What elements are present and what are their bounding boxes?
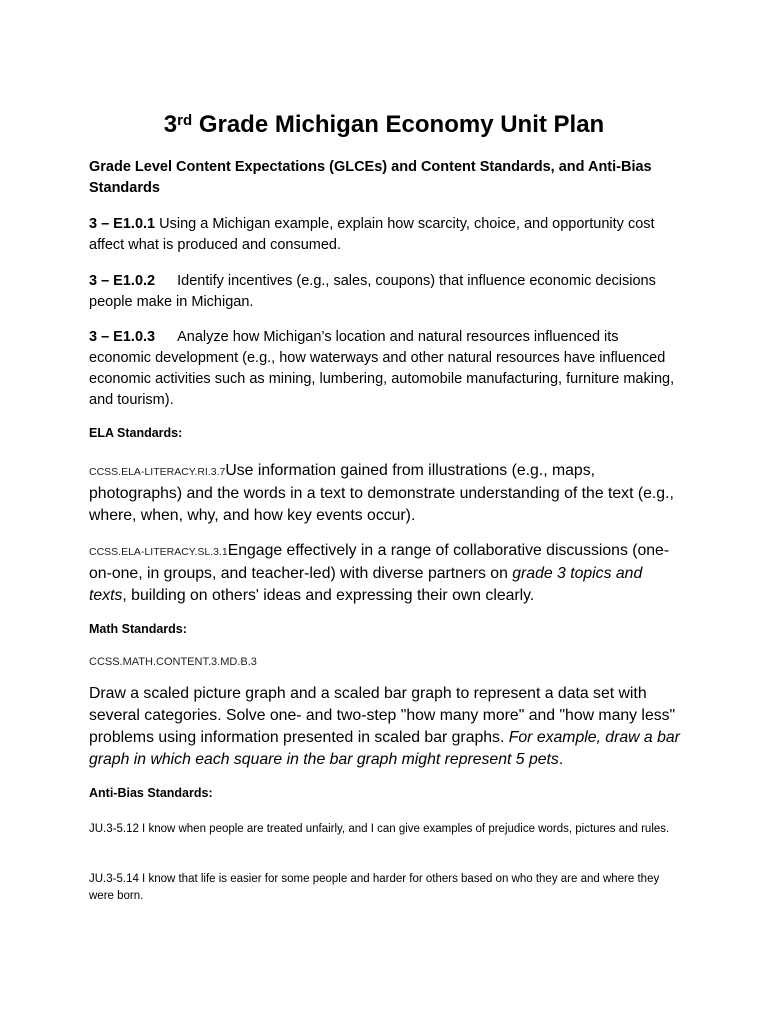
glce-text: Using a Michigan example, explain how scarcity, choice, and opportunity cost affect what is produced and consumed. (89, 216, 655, 253)
antibias-item-1: JU.3-5.12 I know when people are treated unfairly, and I can give examples of prejudice words, pictures and rules. (89, 823, 670, 835)
ela-code: CCSS.ELA-LITERACY.RI.3.7 (89, 466, 226, 478)
ela-text-italic: grade 3 topics and texts (89, 565, 643, 604)
glce-item-1 (89, 214, 682, 256)
glce-text: Identify incentives (e.g., sales, coupons) that influence economic decisions people make in Michigan. (89, 273, 656, 310)
antibias-heading: Anti-Bias Standards: (89, 786, 213, 800)
glce-item-3 (89, 327, 682, 411)
ela-text-end: , building on others' ideas and expressing their own clearly. (122, 587, 535, 604)
page-title (0, 110, 768, 140)
ela-text: Engage effectively in a range of collaborative discussions (one-on-one, in groups, and teacher-led) with diverse partners on (89, 542, 670, 582)
math-text: Draw a scaled picture graph and a scaled bar graph to represent a data set with several categories. Solve one- and two-step "how many more" and "how many less" problems using information presented in scaled bar graphs. (89, 685, 676, 746)
ela-text: Use information gained from illustrations (e.g., maps, photographs) and the words in a text to demonstrate understanding of the text (e.g., where, when, why, and how key events occur). (89, 462, 674, 524)
ela-item-1 (89, 460, 682, 527)
math-text-italic: For example, draw a bar graph in which each square in the bar graph might represent 5 pets (89, 729, 680, 768)
glce-code: 3 – E1.0.3 (89, 329, 156, 345)
math-text-end: . (558, 751, 564, 768)
glce-code: 3 – E1.0.2 (89, 273, 156, 289)
math-code: CCSS.MATH.CONTENT.3.MD.B.3 (89, 656, 257, 668)
math-text-block (89, 683, 682, 771)
ela-heading: ELA Standards: (89, 426, 183, 440)
title-text: Grade Michigan Economy Unit Plan (198, 111, 605, 138)
glce-code: 3 – E1.0.1 (89, 216, 156, 232)
glce-text: Analyze how Michigan’s location and natural resources influenced its economic development (e.g., how waterways and other natural resources have influenced economic activities such as mining, lumbering, automobile manufacturing, furniture making, and tourism). (89, 329, 675, 408)
antibias-item-2: JU.3-5.14 I know that life is easier for some people and harder for others based on who they are and where they were born. (89, 873, 660, 902)
ela-item-2 (89, 540, 682, 607)
title-superscript: rd (177, 112, 193, 129)
title-number: 3 (163, 111, 178, 138)
math-heading: Math Standards: (89, 622, 187, 636)
glce-heading: Grade Level Content Expectations (GLCEs) and Content Standards, and Anti-Bias Standards (89, 159, 652, 196)
ela-code: CCSS.ELA-LITERACY.SL.3.1 (89, 546, 228, 558)
glce-item-2 (89, 271, 682, 313)
